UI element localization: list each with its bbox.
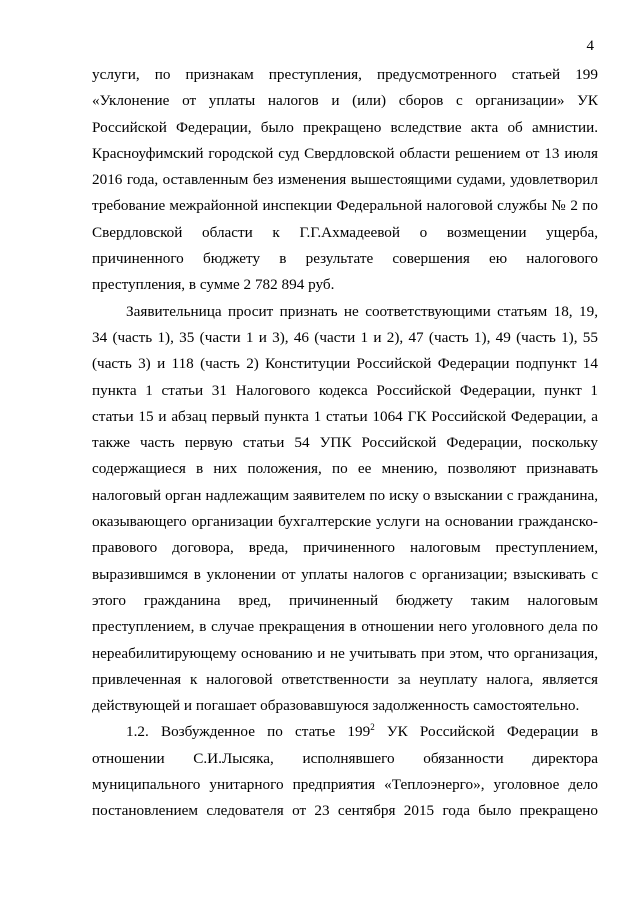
text-line: Красноуфимский городской суд Свердловской области решением от 13 июля [92,144,598,162]
text-line [92,719,598,745]
text-line: привлеченная к налоговой ответственности за неуплату налога, является [92,670,598,688]
paragraph-2 [92,299,598,720]
paragraph-3 [92,719,598,824]
document-body [92,62,598,825]
text-line: требование межрайонной инспекции Федеральной налоговой службы № 2 по [92,197,598,215]
text-line: содержащиеся в них положения, по ее мнению, позволяют признавать [92,460,598,478]
text-line: «Уклонение от уплаты налогов и (или) сборов с организации» УК [92,92,598,110]
text-line: Российской Федерации, было прекращено вследствие акта об амнистии. [92,118,598,136]
text-line: 2016 года, оставленным без изменения вышестоящими судами, удовлетворил [92,171,598,189]
paragraph-1 [92,62,598,299]
text-line: оказывающего организации бухгалтерские услуги на основании гражданско- [92,513,598,531]
text-line: муниципального унитарного предприятия «Теплоэнерго», уголовное дело [92,776,598,794]
text-line: статьи 15 и абзац первый пункта 1 статьи 1064 ГК Российской Федерации, а [92,407,598,425]
text-line: Свердловской области к Г.Г.Ахмадеевой о возмещении ущерба, [92,223,598,241]
text-line: также часть первую статьи 54 УПК Российской Федерации, поскольку [92,434,598,452]
text-line: нереабилитирующему основанию и не учитывать при этом, что организация, [92,644,598,662]
text-line: правового договора, вреда, причиненного налоговым преступлением, [92,539,598,557]
text-line: (часть 3) и 118 (часть 2) Конституции Российской Федерации подпункт 14 [92,355,598,373]
text-line: этого гражданина вред, причиненный бюджету таким налоговым [92,591,598,609]
text-line: преступления, в сумме 2 782 894 руб. [92,276,335,294]
superscript: 2 [370,722,375,733]
page-number: 4 [586,38,594,54]
text-line: отношении С.И.Лысяка, исполнявшего обязанности директора [92,749,598,767]
text-line: выразившимся в уклонении от уплаты налогов с организации; взыскивать с [92,565,598,583]
text-segment: 1.2. Возбужденное по статье 199 [126,723,371,741]
text-line: действующей и погашает образовавшуюся задолженность самостоятельно. [92,697,580,715]
text-line: услуги, по признакам преступления, предусмотренного статьей 199 [92,66,598,83]
text-line: пункта 1 статьи 31 Налогового кодекса Российской Федерации, пункт 1 [92,381,598,399]
text-segment: УК Российской Федерации в [374,723,598,741]
text-line: Заявительница просит признать не соответствующими статьям 18, 19, [126,302,598,320]
text-line: 34 (часть 1), 35 (части 1 и 3), 46 (части 1 и 2), 47 (часть 1), 49 (часть 1), 55 [92,328,598,346]
text-line: причиненного бюджету в результате совершения ею налогового [92,250,598,268]
text-line: постановлением следователя от 23 сентября 2015 года было прекращено [92,802,598,820]
text-line: преступлением, в случае прекращения в отношении него уголовного дела по [92,618,598,636]
text-line: налоговый орган надлежащим заявителем по иску о взыскании с гражданина, [92,486,598,504]
